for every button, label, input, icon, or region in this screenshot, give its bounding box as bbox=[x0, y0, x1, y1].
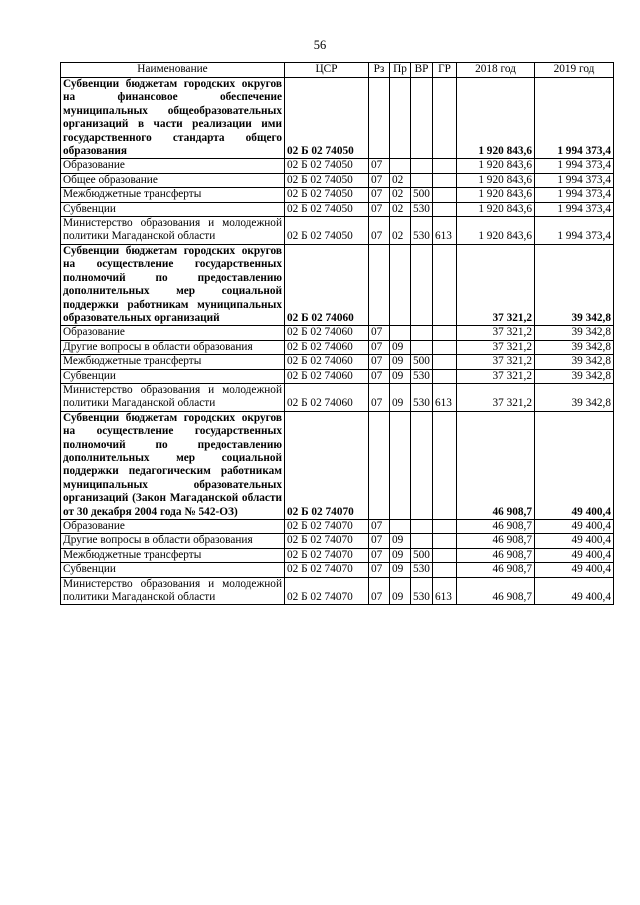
cell-2018: 46 908,7 bbox=[457, 411, 535, 519]
header-csr: ЦСР bbox=[285, 63, 369, 78]
cell-pr bbox=[390, 520, 411, 534]
cell-vr bbox=[411, 340, 433, 354]
cell-gr bbox=[433, 173, 457, 187]
cell-2018: 37 321,2 bbox=[457, 369, 535, 383]
cell-rz: 07 bbox=[369, 563, 390, 577]
table-row bbox=[61, 173, 614, 187]
cell-name: Субвенции bbox=[61, 369, 285, 383]
cell-csr: 02 Б 02 74050 bbox=[285, 173, 369, 187]
cell-vr: 530 bbox=[411, 202, 433, 216]
cell-rz bbox=[369, 78, 390, 159]
cell-gr bbox=[433, 411, 457, 519]
table-row bbox=[61, 159, 614, 173]
cell-name: Министерство образования и молодежной политики Магаданской области bbox=[61, 217, 285, 245]
cell-pr bbox=[390, 159, 411, 173]
cell-vr bbox=[411, 244, 433, 325]
table-row bbox=[61, 411, 614, 519]
cell-2018: 37 321,2 bbox=[457, 244, 535, 325]
cell-2019: 39 342,8 bbox=[535, 326, 614, 340]
table-row bbox=[61, 520, 614, 534]
cell-csr: 02 Б 02 74070 bbox=[285, 411, 369, 519]
cell-2018: 1 920 843,6 bbox=[457, 188, 535, 202]
cell-2019: 39 342,8 bbox=[535, 340, 614, 354]
cell-csr: 02 Б 02 74070 bbox=[285, 563, 369, 577]
cell-2019: 49 400,4 bbox=[535, 577, 614, 605]
cell-rz: 07 bbox=[369, 548, 390, 562]
cell-csr: 02 Б 02 74050 bbox=[285, 78, 369, 159]
table-row bbox=[61, 369, 614, 383]
table-row bbox=[61, 563, 614, 577]
cell-csr: 02 Б 02 74050 bbox=[285, 159, 369, 173]
cell-name: Субвенции бюджетам городских округов на осуществление государственных полномочий по предоставлению дополнительных мер социальной поддержки работникам муниципальных образовательных организаций bbox=[61, 244, 285, 325]
cell-vr bbox=[411, 520, 433, 534]
cell-pr: 09 bbox=[390, 383, 411, 411]
cell-name: Субвенции бюджетам городских округов на осуществление государственных полномочий по предоставлению дополнительных мер социальной поддержки педагогическим работникам муниципальных образовательных организаций (Закон Магаданской области от 30 декабря 2004 года № 542-ОЗ) bbox=[61, 411, 285, 519]
cell-rz: 07 bbox=[369, 520, 390, 534]
cell-rz: 07 bbox=[369, 173, 390, 187]
cell-2018: 46 908,7 bbox=[457, 534, 535, 548]
table-row bbox=[61, 577, 614, 605]
cell-vr bbox=[411, 534, 433, 548]
cell-rz: 07 bbox=[369, 159, 390, 173]
cell-csr: 02 Б 02 74060 bbox=[285, 369, 369, 383]
cell-vr: 530 bbox=[411, 577, 433, 605]
cell-name: Субвенции бюджетам городских округов на финансовое обеспечение муниципальных общеобразовательных организаций в части реализации ими государственного стандарта общего образования bbox=[61, 78, 285, 159]
header-gr: ГР bbox=[433, 63, 457, 78]
cell-gr bbox=[433, 188, 457, 202]
header-rz: Рз bbox=[369, 63, 390, 78]
header-vr: ВР bbox=[411, 63, 433, 78]
cell-vr bbox=[411, 411, 433, 519]
cell-name: Министерство образования и молодежной политики Магаданской области bbox=[61, 383, 285, 411]
cell-2019: 39 342,8 bbox=[535, 355, 614, 369]
cell-pr: 09 bbox=[390, 577, 411, 605]
cell-csr: 02 Б 02 74060 bbox=[285, 355, 369, 369]
cell-gr bbox=[433, 548, 457, 562]
cell-pr: 09 bbox=[390, 548, 411, 562]
cell-pr bbox=[390, 78, 411, 159]
header-2019: 2019 год bbox=[535, 63, 614, 78]
page-number: 56 bbox=[313, 38, 327, 52]
cell-csr: 02 Б 02 74070 bbox=[285, 520, 369, 534]
cell-2019: 49 400,4 bbox=[535, 520, 614, 534]
table-row bbox=[61, 244, 614, 325]
cell-2018: 1 920 843,6 bbox=[457, 202, 535, 216]
cell-name: Образование bbox=[61, 159, 285, 173]
cell-csr: 02 Б 02 74060 bbox=[285, 326, 369, 340]
cell-csr: 02 Б 02 74050 bbox=[285, 202, 369, 216]
cell-vr bbox=[411, 78, 433, 159]
cell-name: Образование bbox=[61, 326, 285, 340]
cell-2019: 49 400,4 bbox=[535, 411, 614, 519]
header-name: Наименование bbox=[61, 63, 285, 78]
cell-csr: 02 Б 02 74050 bbox=[285, 188, 369, 202]
cell-name: Общее образование bbox=[61, 173, 285, 187]
cell-vr: 530 bbox=[411, 217, 433, 245]
cell-name: Другие вопросы в области образования bbox=[61, 534, 285, 548]
cell-2019: 39 342,8 bbox=[535, 369, 614, 383]
cell-gr bbox=[433, 326, 457, 340]
cell-name: Другие вопросы в области образования bbox=[61, 340, 285, 354]
cell-2018: 1 920 843,6 bbox=[457, 78, 535, 159]
cell-name: Министерство образования и молодежной политики Магаданской области bbox=[61, 577, 285, 605]
cell-gr bbox=[433, 520, 457, 534]
cell-rz: 07 bbox=[369, 340, 390, 354]
cell-name: Образование bbox=[61, 520, 285, 534]
cell-gr bbox=[433, 534, 457, 548]
cell-name: Субвенции bbox=[61, 563, 285, 577]
cell-csr: 02 Б 02 74050 bbox=[285, 217, 369, 245]
cell-2019: 1 994 373,4 bbox=[535, 217, 614, 245]
budget-table bbox=[60, 62, 614, 605]
cell-vr bbox=[411, 173, 433, 187]
cell-csr: 02 Б 02 74070 bbox=[285, 534, 369, 548]
cell-gr bbox=[433, 563, 457, 577]
cell-rz: 07 bbox=[369, 369, 390, 383]
cell-vr bbox=[411, 326, 433, 340]
cell-2018: 37 321,2 bbox=[457, 355, 535, 369]
cell-csr: 02 Б 02 74070 bbox=[285, 577, 369, 605]
cell-2019: 49 400,4 bbox=[535, 548, 614, 562]
cell-2019: 1 994 373,4 bbox=[535, 188, 614, 202]
cell-2018: 46 908,7 bbox=[457, 563, 535, 577]
cell-vr: 530 bbox=[411, 563, 433, 577]
cell-name: Межбюджетные трансферты bbox=[61, 548, 285, 562]
cell-vr: 500 bbox=[411, 188, 433, 202]
cell-rz: 07 bbox=[369, 577, 390, 605]
cell-gr bbox=[433, 340, 457, 354]
cell-rz: 07 bbox=[369, 355, 390, 369]
header-2018: 2018 год bbox=[457, 63, 535, 78]
table-row bbox=[61, 548, 614, 562]
table-row bbox=[61, 188, 614, 202]
cell-pr bbox=[390, 411, 411, 519]
cell-2019: 49 400,4 bbox=[535, 534, 614, 548]
cell-2018: 46 908,7 bbox=[457, 577, 535, 605]
cell-2018: 37 321,2 bbox=[457, 326, 535, 340]
cell-2019: 39 342,8 bbox=[535, 383, 614, 411]
cell-name: Межбюджетные трансферты bbox=[61, 188, 285, 202]
cell-2018: 37 321,2 bbox=[457, 383, 535, 411]
table-row bbox=[61, 78, 614, 159]
cell-2019: 1 994 373,4 bbox=[535, 78, 614, 159]
cell-pr: 02 bbox=[390, 202, 411, 216]
cell-csr: 02 Б 02 74060 bbox=[285, 244, 369, 325]
cell-rz: 07 bbox=[369, 202, 390, 216]
cell-pr: 09 bbox=[390, 369, 411, 383]
table-row bbox=[61, 340, 614, 354]
cell-vr bbox=[411, 159, 433, 173]
cell-pr: 02 bbox=[390, 217, 411, 245]
cell-rz bbox=[369, 244, 390, 325]
cell-gr bbox=[433, 159, 457, 173]
cell-pr bbox=[390, 326, 411, 340]
cell-gr bbox=[433, 369, 457, 383]
table-header-row bbox=[61, 63, 614, 78]
cell-rz: 07 bbox=[369, 217, 390, 245]
cell-gr: 613 bbox=[433, 383, 457, 411]
cell-rz bbox=[369, 411, 390, 519]
cell-2019: 1 994 373,4 bbox=[535, 159, 614, 173]
cell-rz: 07 bbox=[369, 188, 390, 202]
cell-csr: 02 Б 02 74070 bbox=[285, 548, 369, 562]
cell-gr bbox=[433, 355, 457, 369]
cell-vr: 500 bbox=[411, 548, 433, 562]
cell-vr: 530 bbox=[411, 383, 433, 411]
cell-gr: 613 bbox=[433, 217, 457, 245]
cell-gr bbox=[433, 244, 457, 325]
header-pr: Пр bbox=[390, 63, 411, 78]
cell-csr: 02 Б 02 74060 bbox=[285, 340, 369, 354]
cell-name: Субвенции bbox=[61, 202, 285, 216]
cell-2018: 1 920 843,6 bbox=[457, 173, 535, 187]
cell-rz: 07 bbox=[369, 326, 390, 340]
cell-vr: 530 bbox=[411, 369, 433, 383]
table-body bbox=[61, 78, 614, 605]
cell-csr: 02 Б 02 74060 bbox=[285, 383, 369, 411]
cell-2019: 49 400,4 bbox=[535, 563, 614, 577]
table-row bbox=[61, 355, 614, 369]
cell-gr bbox=[433, 202, 457, 216]
cell-pr: 09 bbox=[390, 563, 411, 577]
cell-pr: 09 bbox=[390, 340, 411, 354]
cell-vr: 500 bbox=[411, 355, 433, 369]
table-row bbox=[61, 383, 614, 411]
cell-2019: 1 994 373,4 bbox=[535, 173, 614, 187]
table-row bbox=[61, 202, 614, 216]
cell-pr: 09 bbox=[390, 534, 411, 548]
cell-pr: 02 bbox=[390, 173, 411, 187]
table-row bbox=[61, 534, 614, 548]
cell-2018: 1 920 843,6 bbox=[457, 159, 535, 173]
table-row bbox=[61, 217, 614, 245]
cell-gr: 613 bbox=[433, 577, 457, 605]
cell-2018: 46 908,7 bbox=[457, 520, 535, 534]
cell-name: Межбюджетные трансферты bbox=[61, 355, 285, 369]
cell-rz: 07 bbox=[369, 534, 390, 548]
cell-2019: 1 994 373,4 bbox=[535, 202, 614, 216]
cell-2018: 37 321,2 bbox=[457, 340, 535, 354]
cell-rz: 07 bbox=[369, 383, 390, 411]
cell-2018: 1 920 843,6 bbox=[457, 217, 535, 245]
cell-gr bbox=[433, 78, 457, 159]
cell-pr: 09 bbox=[390, 355, 411, 369]
cell-2019: 39 342,8 bbox=[535, 244, 614, 325]
cell-2018: 46 908,7 bbox=[457, 548, 535, 562]
cell-pr: 02 bbox=[390, 188, 411, 202]
table-row bbox=[61, 326, 614, 340]
cell-pr bbox=[390, 244, 411, 325]
